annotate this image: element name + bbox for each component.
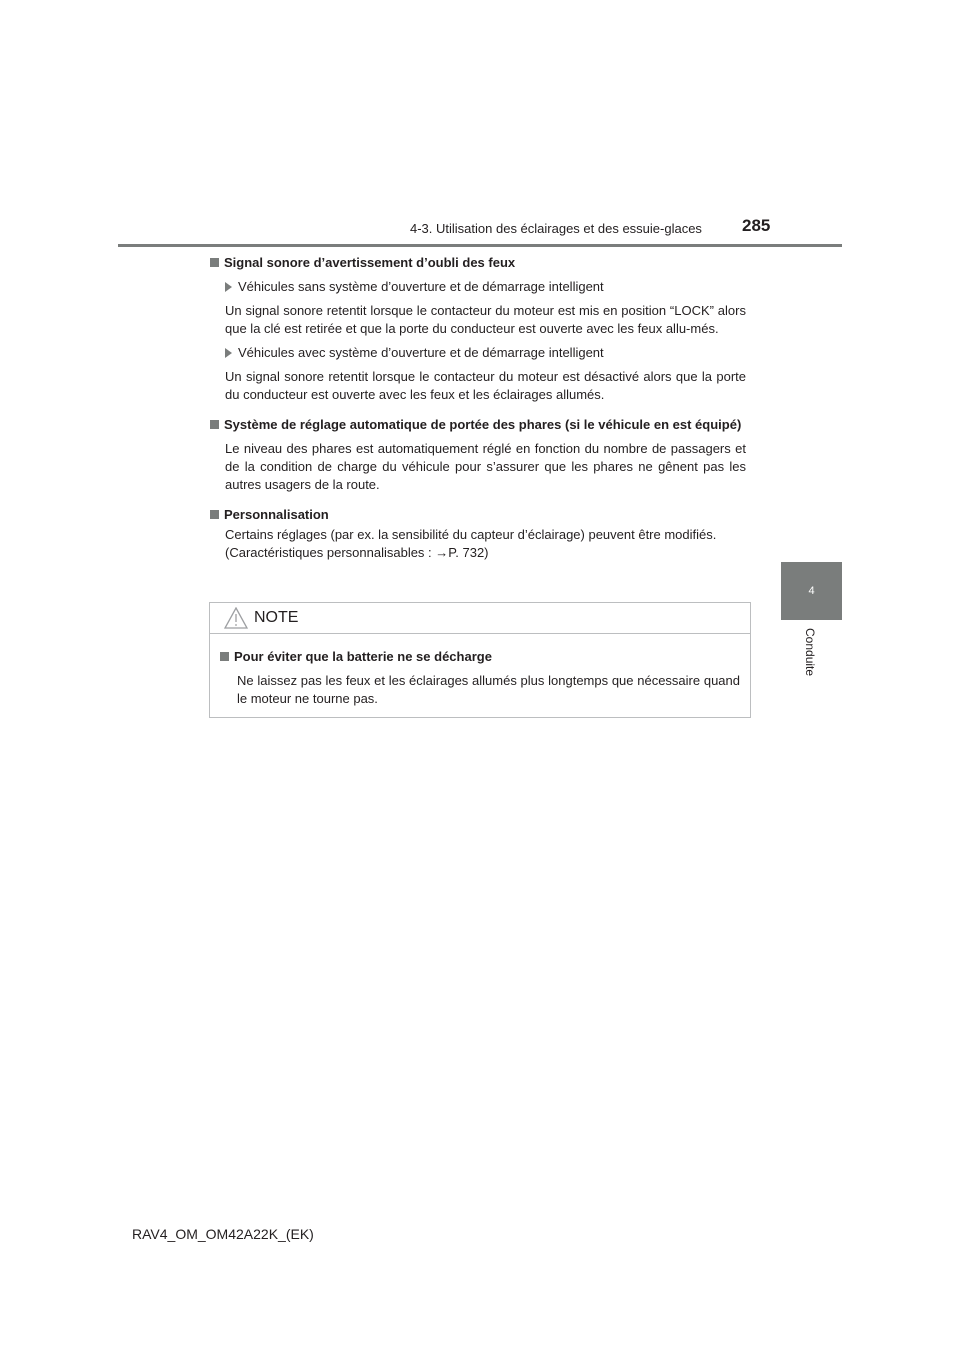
section-title: Signal sonore d’avertissement d’oubli des feux <box>224 255 516 270</box>
chapter-tab <box>781 562 842 620</box>
section-customization <box>210 506 746 562</box>
note-header <box>210 603 750 634</box>
subsection-title: Véhicules avec système d’ouverture et de démarrage intelligent <box>238 345 604 360</box>
section-title: Personnalisation <box>224 507 329 522</box>
main-content <box>210 254 746 562</box>
triangle-bullet-icon <box>225 348 232 358</box>
paragraph: Un signal sonore retentit lorsque le contacteur du moteur est désactivé alors que la porte du conducteur est ouverte avec les feux et les éclairages allumés. <box>225 369 746 402</box>
chapter-number: 4 <box>808 585 815 597</box>
square-bullet-icon <box>210 510 219 519</box>
note-heading: Pour éviter que la batterie ne se décharge <box>234 649 492 664</box>
subsection-title: Véhicules sans système d’ouverture et de démarrage intelligent <box>238 279 604 294</box>
paragraph: Un signal sonore retentit lorsque le contacteur du moteur est mis en position “LOCK” alors que la clé est retirée et que la porte du conducteur est ouverte avec les feux allu-més. <box>225 303 746 336</box>
header-divider <box>118 244 842 247</box>
section-title: Système de réglage automatique de portée des phares (si le véhicule en est équipé) <box>224 417 742 432</box>
warning-triangle-icon <box>224 607 248 629</box>
note-box <box>209 602 751 718</box>
square-bullet-icon <box>210 420 219 429</box>
note-title: NOTE <box>254 609 299 626</box>
paragraph-reference: (Caractéristiques personnalisables : →P. 732) <box>225 545 489 560</box>
note-text: Ne laissez pas les feux et les éclairages allumés plus longtemps que nécessaire quand le moteur ne tourne pas. <box>237 673 740 706</box>
chapter-label: Conduite <box>803 628 817 677</box>
section-light-reminder <box>210 254 746 404</box>
square-bullet-icon <box>220 652 229 661</box>
running-header-section: 4-3. Utilisation des éclairages et des essuie-glaces <box>410 221 702 236</box>
paragraph: Le niveau des phares est automatiquement réglé en fonction du nombre de passagers et de la condition de charge du véhicule pour s’assurer que les phares ne gênent pas les autres usagers de la route. <box>225 441 746 492</box>
paragraph: Certains réglages (par ex. la sensibilité du capteur d’éclairage) peuvent être modifiés. <box>225 527 717 542</box>
footer-document-code: RAV4_OM_OM42A22K_(EK) <box>132 1226 314 1242</box>
triangle-bullet-icon <box>225 282 232 292</box>
section-headlight-leveling <box>210 416 746 494</box>
page-number: 285 <box>742 216 771 235</box>
square-bullet-icon <box>210 258 219 267</box>
